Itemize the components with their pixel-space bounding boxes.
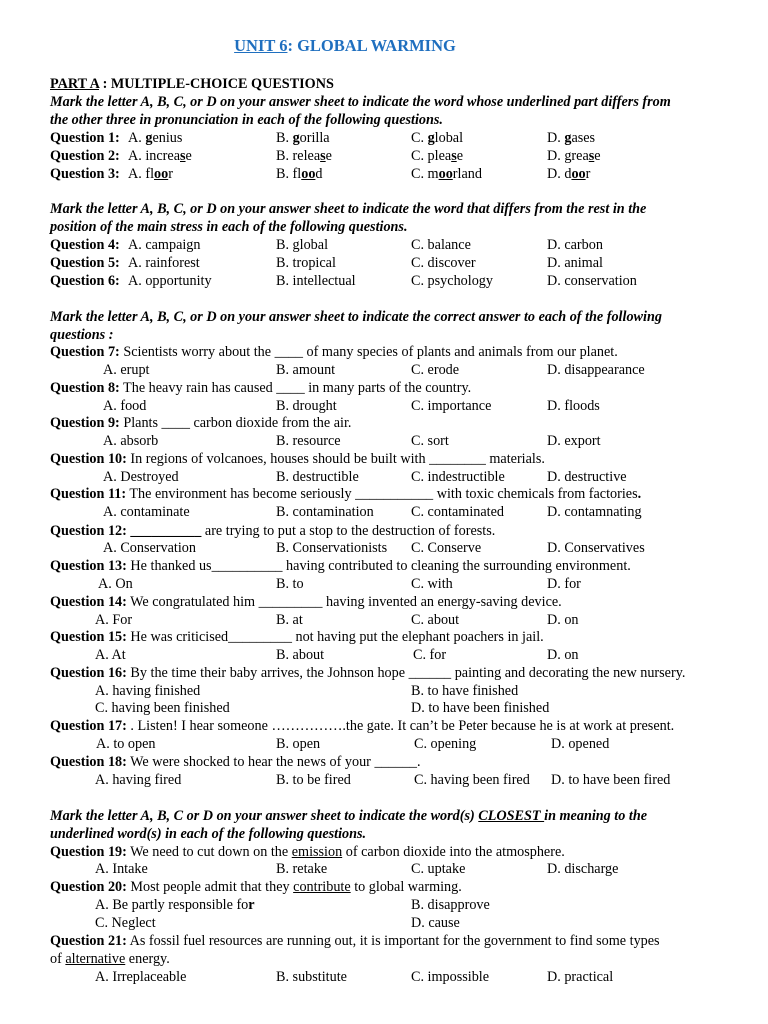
question-20-options-2	[50, 914, 740, 932]
option-a: A. Conservation	[103, 540, 196, 556]
option-b: B. to	[276, 576, 304, 592]
question-21-continued: of alternative energy.	[50, 951, 170, 967]
option-d: D. gases	[547, 130, 596, 146]
question-7: Question 7: Scientists worry about the ____ of many species of plants and animals from our planet.	[50, 344, 618, 360]
option-a: A. campaign	[128, 237, 201, 253]
question-10-options	[50, 468, 740, 486]
question-20-options-1	[50, 896, 740, 914]
question-15: Question 15: He was criticised_________ not having put the elephant poachers in jail.	[50, 629, 544, 645]
option-c: C. global	[411, 130, 464, 146]
question-10: Question 10: In regions of volcanoes, houses should be built with ________ materials.	[50, 451, 545, 467]
option-a: A. having finished	[95, 683, 201, 699]
instruction-stress-2: position of the main stress in each of the following questions.	[50, 219, 408, 235]
option-a: A. to open	[96, 736, 156, 752]
option-c: C. uptake	[411, 861, 466, 877]
option-d: D. for	[547, 576, 581, 592]
option-c: C. having been finished	[95, 700, 230, 716]
option-a: A. Irreplaceable	[95, 969, 187, 985]
instruction-stress: Mark the letter A, B, C, or D on your answer sheet to indicate the word that differs from the rest in the	[50, 201, 647, 217]
question-13-options	[50, 575, 740, 593]
option-c: C. indestructible	[411, 469, 505, 485]
question-4: Question 4: A. campaign B. global C. balance D. carbon	[50, 237, 603, 253]
option-a: A. For	[95, 612, 133, 628]
option-d: D. on	[547, 612, 579, 628]
option-c: C. importance	[411, 398, 492, 414]
part-a-heading: PART A : MULTIPLE-CHOICE QUESTIONS	[50, 76, 334, 92]
option-d: D. Conservatives	[547, 540, 645, 556]
option-d: D. grease	[547, 148, 601, 164]
option-b: B. flood	[276, 166, 323, 182]
option-a: A. opportunity	[128, 273, 212, 289]
option-d: D. to have been fired	[551, 772, 671, 788]
option-b: B. retake	[276, 861, 328, 877]
option-b: B. tropical	[276, 255, 336, 271]
option-b: B. substitute	[276, 969, 347, 985]
option-a: A. contaminate	[103, 504, 190, 520]
option-b: B. drought	[276, 398, 337, 414]
option-d: D. carbon	[547, 237, 603, 253]
question-11-options	[50, 503, 740, 521]
question-17-options	[50, 735, 740, 753]
question-8-options	[50, 397, 740, 415]
question-19-options	[50, 860, 740, 878]
option-b: B. release	[276, 148, 332, 164]
option-d: D. conservation	[547, 273, 637, 289]
option-c: C. with	[411, 576, 453, 592]
question-9-options	[50, 432, 740, 450]
question-17: Question 17: . Listen! I hear someone …………….the gate. It can’t be Peter because he is at work at present.	[50, 718, 675, 734]
option-d: D. practical	[547, 969, 614, 985]
option-a: A. genius	[128, 130, 183, 146]
option-b: B. to have finished	[411, 683, 519, 699]
question-18: Question 18: We were shocked to hear the news of your ______.	[50, 754, 421, 770]
option-c: C. sort	[411, 433, 449, 449]
option-b: B. gorilla	[276, 130, 330, 146]
instruction-grammar: Mark the letter A, B, C, or D on your answer sheet to indicate the correct answer to each of the following	[50, 309, 662, 325]
option-a: A. On	[98, 576, 133, 592]
option-c: C. opening	[414, 736, 477, 752]
option-c: C. about	[411, 612, 460, 628]
question-18-options	[50, 771, 740, 789]
option-c: C. balance	[411, 237, 471, 253]
option-d: D. floods	[547, 398, 600, 414]
option-a: A. At	[95, 647, 126, 663]
option-c: C. Neglect	[95, 915, 156, 931]
question-12: Question 12: __________ are trying to put a stop to the destruction of forests.	[50, 523, 496, 539]
option-c: C. for	[413, 647, 447, 663]
option-a: A. Intake	[95, 861, 148, 877]
question-21: Question 21: As fossil fuel resources are running out, it is important for the government to find some types	[50, 933, 660, 949]
option-a: A. erupt	[103, 362, 150, 378]
option-b: B. destructible	[276, 469, 359, 485]
instruction-synonym-2: underlined word(s) in each of the following questions.	[50, 826, 367, 842]
question-16-options-2	[50, 699, 740, 717]
option-a: A. having fired	[95, 772, 182, 788]
question-16: Question 16: By the time their baby arrives, the Johnson hope ______ painting and decorating the new nursery.	[50, 665, 686, 681]
question-14-options	[50, 611, 740, 629]
question-20: Question 20: Most people admit that they contribute to global warming.	[50, 879, 462, 895]
option-b: B. about	[276, 647, 325, 663]
option-c: C. having been fired	[414, 772, 530, 788]
question-6: Question 6: A. opportunity B. intellectual C. psychology D. conservation	[50, 273, 637, 289]
question-3: Question 3: A. floor B. flood C. moorland D. door	[50, 166, 591, 182]
instruction-pronunciation: Mark the letter A, B, C, or D on your answer sheet to indicate the word whose underlined part differs from	[50, 94, 671, 110]
option-d: D. door	[547, 166, 591, 182]
option-d: D. disappearance	[547, 362, 645, 378]
option-b: B. amount	[276, 362, 336, 378]
instruction-pronunciation-2: the other three in pronunciation in each of the following questions.	[50, 112, 443, 128]
question-14: Question 14: We congratulated him _________ having invented an energy-saving device.	[50, 594, 562, 610]
option-d: D. animal	[547, 255, 603, 271]
option-c: C. please	[411, 148, 464, 164]
option-b: B. at	[276, 612, 303, 628]
option-a: A. Be partly responsible for	[95, 897, 255, 913]
option-a: A. increase	[128, 148, 192, 164]
option-b: B. contamination	[276, 504, 374, 520]
question-7-options	[50, 361, 740, 379]
option-c: C. Conserve	[411, 540, 482, 556]
question-9: Question 9: Plants ____ carbon dioxide from the air.	[50, 415, 352, 431]
option-b: B. disapprove	[411, 897, 490, 913]
option-d: D. export	[547, 433, 601, 449]
option-d: D. contamnating	[547, 504, 642, 520]
option-a: A. floor	[128, 166, 173, 182]
option-b: B. open	[276, 736, 321, 752]
option-a: A. Destroyed	[103, 469, 179, 485]
option-a: A. absorb	[103, 433, 159, 449]
option-b: B. global	[276, 237, 329, 253]
question-8: Question 8: The heavy rain has caused ____ in many parts of the country.	[50, 380, 472, 396]
question-12-options	[50, 539, 740, 557]
question-5: Question 5: A. rainforest B. tropical C. discover D. animal	[50, 255, 603, 271]
option-c: C. erode	[411, 362, 460, 378]
option-d: D. discharge	[547, 861, 619, 877]
option-d: D. destructive	[547, 469, 627, 485]
option-c: C. impossible	[411, 969, 490, 985]
option-b: B. intellectual	[276, 273, 356, 289]
option-a: A. food	[103, 398, 147, 414]
question-19: Question 19: We need to cut down on the emission of carbon dioxide into the atmosphere.	[50, 844, 565, 860]
option-d: D. cause	[411, 915, 460, 931]
option-d: D. on	[547, 647, 579, 663]
question-15-options	[50, 646, 740, 664]
question-11: Question 11: The environment has become seriously ___________ with toxic chemicals from factories.	[50, 486, 642, 502]
unit-topic: GLOBAL WARMING	[292, 36, 456, 55]
instruction-grammar-2: questions :	[50, 327, 114, 343]
page-title: UNIT 6: GLOBAL WARMING	[234, 36, 456, 55]
option-b: B. to be fired	[276, 772, 351, 788]
option-c: C. contaminated	[411, 504, 504, 520]
unit-number: UNIT 6	[234, 36, 288, 55]
option-d: D. to have been finished	[411, 700, 550, 716]
option-c: C. psychology	[411, 273, 493, 289]
instruction-synonym: Mark the letter A, B, C or D on your answer sheet to indicate the word(s) CLOSEST in meaning to the	[50, 808, 648, 824]
question-1: Question 1: A. genius B. gorilla C. global D. gases	[50, 130, 596, 146]
option-c: C. moorland	[411, 166, 482, 182]
option-d: D. opened	[551, 736, 610, 752]
option-b: B. resource	[276, 433, 341, 449]
question-2: Question 2: A. increase B. release C. please D. grease	[50, 148, 601, 164]
question-21-options	[50, 968, 740, 986]
option-a: A. rainforest	[128, 255, 200, 271]
question-13: Question 13: He thanked us__________ having contributed to cleaning the surrounding environment.	[50, 558, 631, 574]
option-c: C. discover	[411, 255, 476, 271]
option-b: B. Conservationists	[276, 540, 388, 556]
question-16-options-1	[50, 682, 740, 700]
